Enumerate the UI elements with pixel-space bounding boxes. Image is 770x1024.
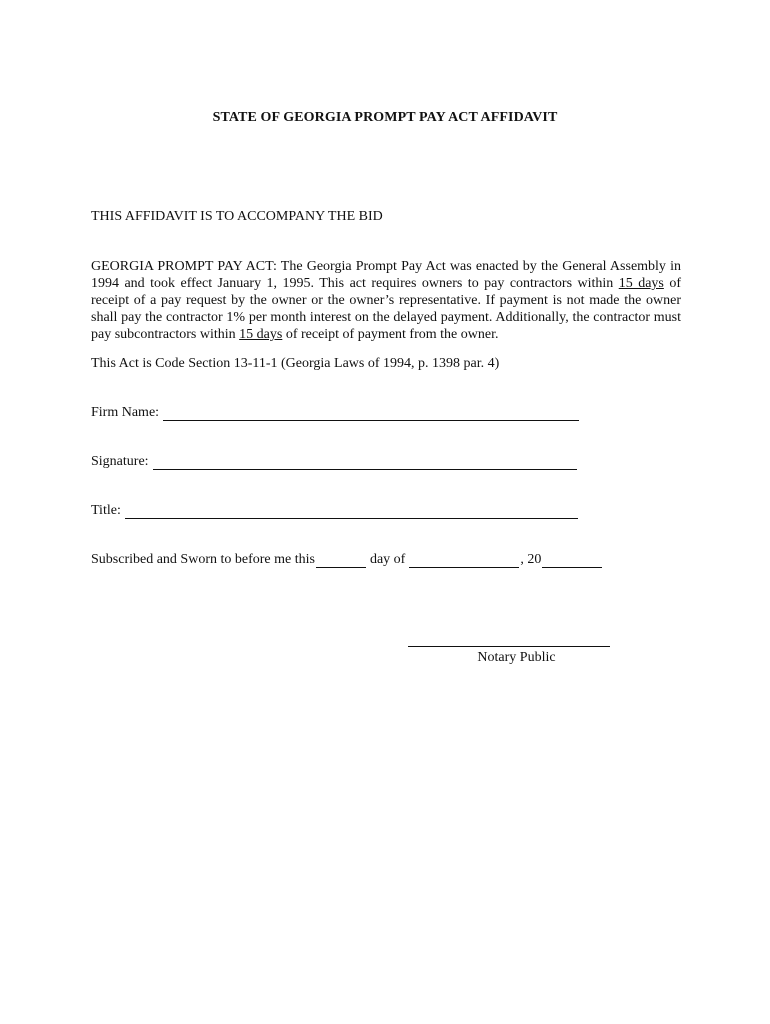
firm-name-input-line[interactable] — [163, 406, 579, 421]
signature-label: Signature: — [91, 454, 149, 469]
document-subtitle: THIS AFFIDAVIT IS TO ACCOMPANY THE BID — [91, 209, 383, 224]
sworn-year-prefix: , 20 — [520, 552, 542, 567]
sworn-day-blank[interactable] — [316, 553, 366, 568]
sworn-statement — [91, 552, 602, 568]
signature-field — [91, 454, 577, 470]
title-label: Title: — [91, 503, 121, 518]
paragraph-text-3: of receipt of payment from the owner. — [282, 327, 499, 342]
signature-input-line[interactable] — [153, 455, 577, 470]
firm-name-field — [91, 405, 579, 421]
prompt-pay-act-paragraph — [91, 258, 681, 343]
sworn-prefix: Subscribed and Sworn to before me this — [91, 552, 315, 567]
notary-signature-line[interactable] — [408, 646, 610, 647]
sworn-day-of: day of — [369, 552, 406, 567]
title-field — [91, 503, 578, 519]
firm-name-label: Firm Name: — [91, 405, 160, 420]
sworn-year-blank[interactable] — [542, 553, 602, 568]
document-title: STATE OF GEORGIA PROMPT PAY ACT AFFIDAVIT — [212, 110, 558, 125]
sworn-month-blank[interactable] — [409, 553, 519, 568]
days-underlined-1: 15 days — [618, 276, 664, 291]
notary-public-label: Notary Public — [477, 650, 556, 665]
days-underlined-2: 15 days — [239, 327, 283, 342]
paragraph-text-2: of receipt of a pay request by the owner or the owner’s representative. If payment is not made the owner shall pay the contractor 1% per month interest on the delayed payment. Additionally, the contractor must pay subcontractors within — [91, 276, 681, 342]
title-input-line[interactable] — [125, 504, 578, 519]
code-section-text: This Act is Code Section 13-11-1 (Georgia Laws of 1994, p. 1398 par. 4) — [91, 356, 500, 371]
paragraph-text-1: GEORGIA PROMPT PAY ACT: The Georgia Prompt Pay Act was enacted by the General Assembly in 1994 and took effect January 1, 1995. This act requires owners to pay contractors within — [91, 259, 681, 291]
